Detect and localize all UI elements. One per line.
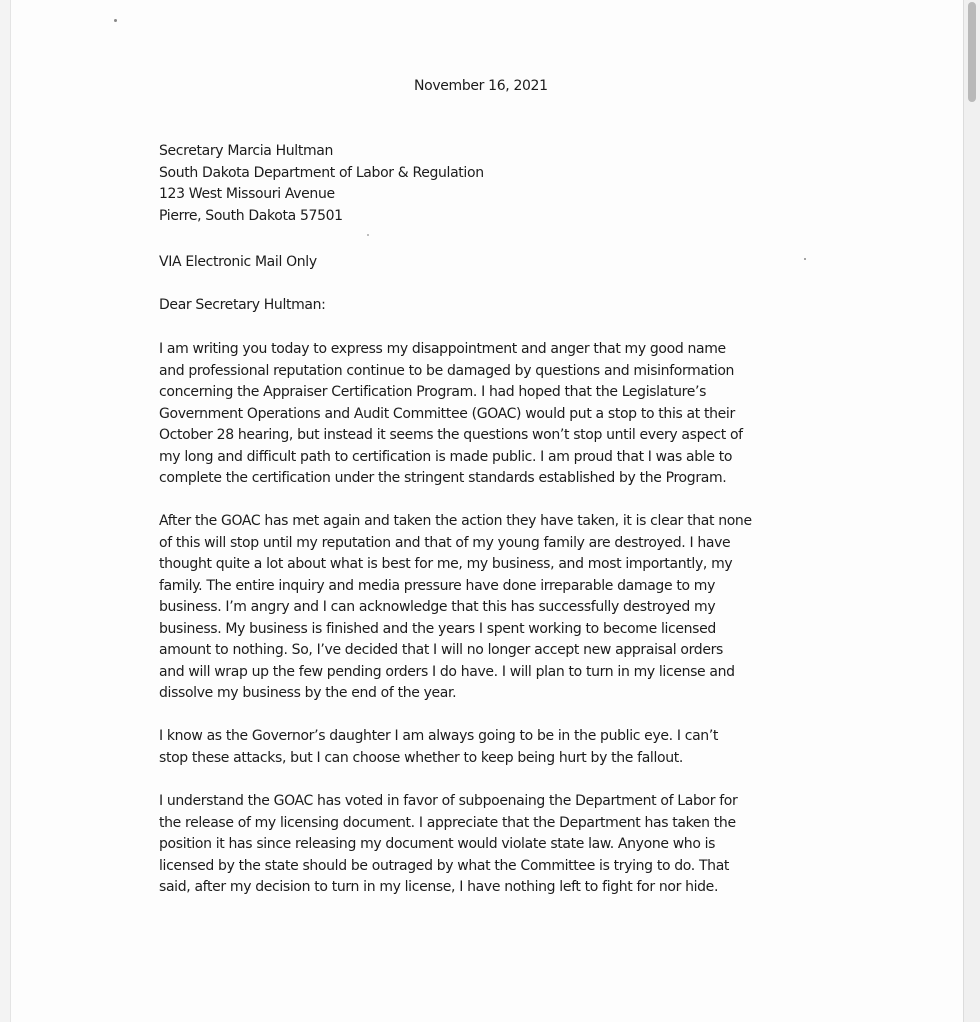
- paragraph-line: the release of my licensing document. I appreciate that the Department has taken the: [159, 814, 736, 831]
- scan-speck: [367, 234, 369, 236]
- address-line: 123 West Missouri Avenue: [159, 186, 335, 202]
- delivery-note: VIA Electronic Mail Only: [159, 254, 317, 270]
- address-line: Secretary Marcia Hultman: [159, 143, 334, 159]
- paragraph-line: Government Operations and Audit Committee (GOAC) would put a stop to this at their: [159, 405, 735, 422]
- paragraph: [159, 791, 839, 899]
- scan-speck: [114, 19, 117, 22]
- address-line: South Dakota Department of Labor & Regulation: [159, 164, 484, 181]
- paragraph-line: I am writing you today to express my disappointment and anger that my good name: [159, 341, 726, 357]
- paragraph-line: October 28 hearing, but instead it seems the questions won’t stop until every aspect of: [159, 427, 743, 443]
- paragraph-line: position it has since releasing my document would violate state law. Anyone who is: [159, 836, 716, 852]
- scan-speck: [804, 258, 806, 260]
- paragraph-line: my long and difficult path to certification is made public. I am proud that I was able to: [159, 448, 733, 465]
- recipient-address: [159, 141, 484, 227]
- letter-date: November 16, 2021: [414, 78, 548, 94]
- paragraph-line: licensed by the state should be outraged by what the Committee is trying to do. That: [159, 857, 730, 874]
- paragraph: [159, 339, 839, 490]
- letter-page: [10, 0, 964, 1022]
- paragraph-line: of this will stop until my reputation and that of my young family are destroyed. I have: [159, 534, 731, 551]
- paragraph-line: said, after my decision to turn in my license, I have nothing left to fight for nor hide.: [159, 879, 719, 895]
- paragraph-line: and professional reputation continue to be damaged by questions and misinformation: [159, 362, 735, 379]
- vertical-scrollbar[interactable]: [964, 0, 980, 1022]
- paragraph: [159, 511, 839, 705]
- paragraph-line: stop these attacks, but I can choose whether to keep being hurt by the fallout.: [159, 749, 683, 766]
- paragraph-line: thought quite a lot about what is best for me, my business, and most importantly, my: [159, 556, 733, 572]
- paragraph-line: I know as the Governor’s daughter I am always going to be in the public eye. I can’t: [159, 728, 719, 744]
- paragraph-line: business. My business is finished and the years I spent working to become licensed: [159, 620, 716, 637]
- paragraph-line: dissolve my business by the end of the year.: [159, 685, 457, 701]
- address-line: Pierre, South Dakota 57501: [159, 207, 343, 224]
- paragraph-line: amount to nothing. So, I’ve decided that I will no longer accept new appraisal orders: [159, 642, 723, 658]
- paragraph-line: After the GOAC has met again and taken the action they have taken, it is clear that none: [159, 513, 752, 529]
- paragraph-line: concerning the Appraiser Certification Program. I had hoped that the Legislature’s: [159, 384, 707, 400]
- paragraph-line: complete the certification under the stringent standards established by the Program.: [159, 470, 727, 486]
- paragraph-line: family. The entire inquiry and media pressure have done irreparable damage to my: [159, 577, 716, 594]
- scrollbar-thumb[interactable]: [968, 2, 976, 102]
- salutation: Dear Secretary Hultman:: [159, 297, 326, 313]
- paragraph-line: and will wrap up the few pending orders I do have. I will plan to turn in my license and: [159, 663, 735, 680]
- paragraph-line: I understand the GOAC has voted in favor of subpoenaing the Department of Labor for: [159, 793, 738, 809]
- paragraph-line: business. I’m angry and I can acknowledge that this has successfully destroyed my: [159, 599, 716, 615]
- paragraph: [159, 726, 839, 769]
